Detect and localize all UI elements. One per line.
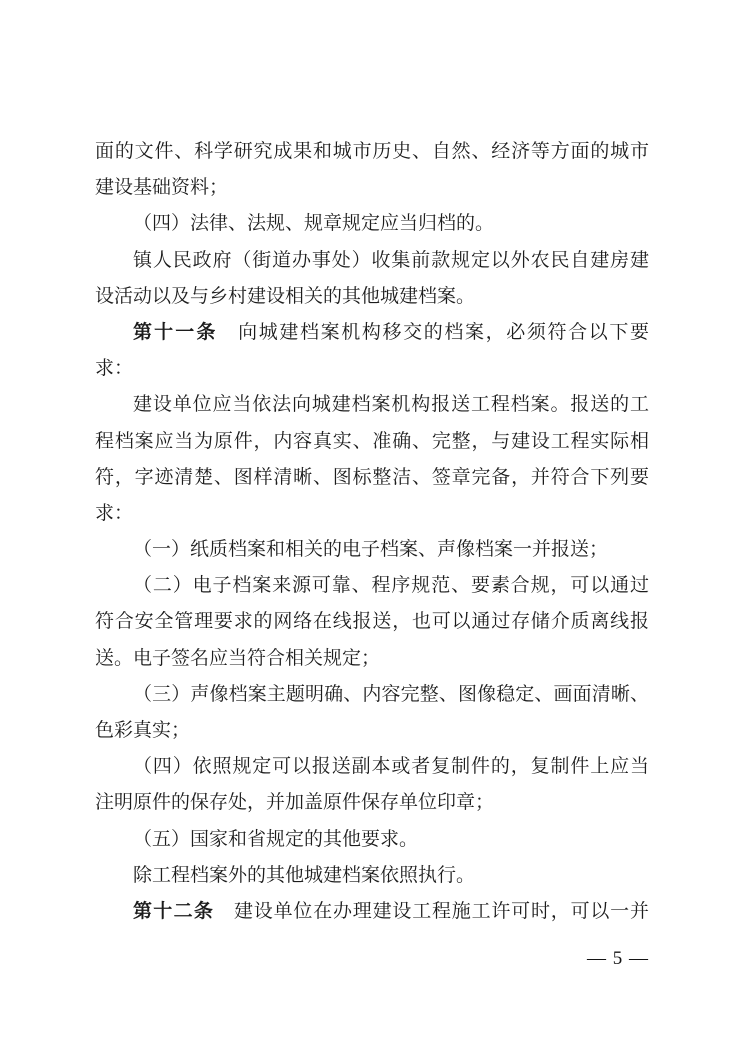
text-run: 向城建档案机构移交的档案，必须符合以下要 — [217, 321, 649, 343]
text-run: 求： — [95, 358, 134, 380]
text-line — [95, 749, 649, 785]
text-line — [95, 134, 649, 170]
text-line — [95, 206, 649, 242]
article-number: 第十一条 — [133, 321, 218, 343]
text-run: 建设单位在办理建设工程施工许可时，可以一并 — [214, 900, 649, 922]
text-line — [95, 713, 649, 749]
text-run: （四）法律、法规、规章规定应当归档的。 — [133, 213, 495, 235]
text-line — [95, 677, 649, 713]
text-run: 求： — [95, 502, 134, 524]
text-run: （五）国家和省规定的其他要求。 — [133, 828, 419, 850]
text-run: 色彩真实； — [95, 720, 191, 741]
article-number: 第十二条 — [133, 900, 215, 922]
text-run: 镇人民政府（街道办事处）收集前款规定以外农民自建房建 — [133, 249, 649, 271]
text-run: （三）声像档案主题明确、内容完整、图像稳定、画面清晰、 — [133, 683, 649, 705]
text-run: （四）依照规定可以报送副本或者复制件的，复制件上应当 — [133, 756, 649, 778]
text-line — [95, 170, 649, 206]
text-run: （二）电子档案来源可靠、程序规范、要素合规，可以通过 — [133, 575, 649, 597]
text-run: 建设基础资料； — [95, 177, 229, 199]
text-line — [95, 387, 649, 423]
text-run: 面的文件、科学研究成果和城市历史、自然、经济等方面的城市 — [95, 141, 649, 162]
text-run: 建设单位应当依法向城建档案机构报送工程档案。报送的工 — [133, 394, 649, 416]
text-line — [95, 496, 649, 532]
text-line — [95, 532, 649, 568]
text-run: 符，字迹清楚、图样清晰、图标整洁、签章完备，并符合下列要 — [95, 466, 649, 488]
text-line — [95, 460, 649, 496]
text-run: 送。电子签名应当符合相关规定； — [95, 647, 381, 669]
document-body — [95, 134, 649, 930]
text-line — [95, 894, 649, 930]
text-run: 符合安全管理要求的网络在线报送，也可以通过存储介质离线报 — [95, 611, 649, 633]
text-line — [95, 822, 649, 858]
text-line — [95, 424, 649, 460]
page-number: — 5 — — [587, 948, 649, 969]
text-line — [95, 604, 649, 640]
text-line — [95, 243, 649, 279]
text-line — [95, 858, 649, 894]
text-line — [95, 351, 649, 387]
text-line — [95, 279, 649, 315]
text-line — [95, 568, 649, 604]
text-run: 程档案应当为原件，内容真实、准确、完整，与建设工程实际相 — [95, 430, 649, 452]
text-run: 注明原件的保存处，并加盖原件保存单位印章； — [95, 792, 495, 814]
text-line — [95, 641, 649, 677]
text-run: 设活动以及与乡村建设相关的其他城建档案。 — [95, 285, 476, 307]
text-run: （一）纸质档案和相关的电子档案、声像档案一并报送； — [133, 539, 609, 561]
text-line — [95, 315, 649, 351]
text-line — [95, 785, 649, 821]
text-run: 除工程档案外的其他城建档案依照执行。 — [133, 864, 476, 886]
